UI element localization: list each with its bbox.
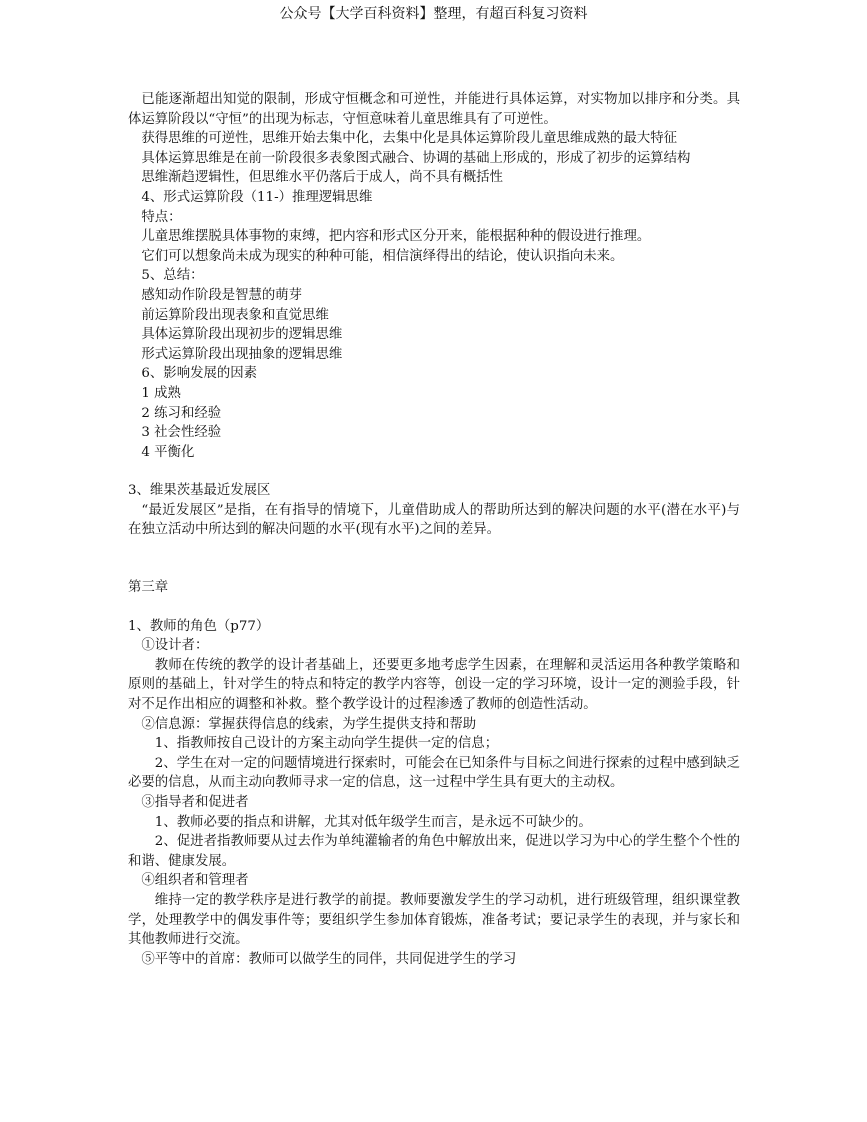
role-designer: ①设计者： <box>141 638 209 654</box>
paragraph-concrete-operations: 已能逐渐超出知觉的限制，形成守恒概念和可逆性，并能进行具体运算，对实物加以排序和分类。具体运算阶段以“守恒”的出现为标志，守恒意味着儿童思维具有了可逆性。 <box>128 92 740 127</box>
heading-formal-operations: 4、形式运算阶段（11-）推理逻辑思维 <box>141 189 373 205</box>
factor-item: 1 成熟 <box>141 385 181 401</box>
paragraph-info-2: 2、学生在对一定的问题情境进行探索时，可能会在已知条件与目标之间进行探索的过程中感到缺乏必要的信息，从而主动向教师寻求一定的信息，这一过程中学生具有更大的主动权。 <box>128 755 740 791</box>
summary-item: 感知动作阶段是智慧的萌芽 <box>141 287 303 303</box>
heading-zpd: 3、维果茨基最近发展区 <box>128 483 271 499</box>
paragraph-designer: 教师在传统的教学的设计者基础上，还要更多地考虑学生因素，在理解和灵活运用各种教学策略和原则的基础上，针对学生的特点和特定的教学内容等，创设一定的学习环境，设计一定的测验手段，针对不足作出相应的调整和补救。整个教学设计的过程渗透了教师的创造性活动。 <box>128 657 740 713</box>
paragraph-hypothesis-reasoning: 儿童思维摆脱具体事物的束缚，把内容和形式区分开来，能根据种种的假设进行推理。 <box>141 229 651 245</box>
heading-teacher-roles: 1、教师的角色（p77） <box>128 618 270 634</box>
paragraph-info-1: 1、指教师按自己设计的方案主动向学生提供一定的信息； <box>154 736 499 752</box>
role-organizer-manager: ④组织者和管理者 <box>141 873 249 889</box>
role-information-source: ②信息源：掌握获得信息的线索，为学生提供支持和帮助 <box>141 716 477 732</box>
spacer <box>128 462 740 481</box>
summary-item: 前运算阶段出现表象和直觉思维 <box>141 307 329 323</box>
paragraph-guide-2: 2、促进者指教师要从过去作为单纯灌输者的角色中解放出来，促进以学习为中心的学生整个个性的和谐、健康发展。 <box>128 834 740 869</box>
factor-item: 2 练习和经验 <box>141 405 222 421</box>
document-body <box>128 90 740 969</box>
summary-item: 形式运算阶段出现抽象的逻辑思维 <box>141 346 343 362</box>
paragraph-logic-trend: 思维渐趋逻辑性，但思维水平仍落后于成人，尚不具有概括性 <box>141 170 503 186</box>
heading-influencing-factors: 6、影响发展的因素 <box>141 366 258 382</box>
factor-item: 4 平衡化 <box>141 444 195 460</box>
paragraph-imagine-possibilities: 它们可以想象尚未成为现实的种种可能，相信演绎得出的结论，使认识指向未来。 <box>141 248 624 264</box>
page-header: 公众号【大学百科资料】整理，有超百科复习资料 <box>279 6 588 22</box>
paragraph-organizer: 维持一定的教学秩序是进行教学的前提。教师要激发学生的学习动机，进行班级管理，组织课堂教学，处理教学中的偶发事件等；要组织学生参加体育锻炼，准备考试；要记录学生的表现，并与家长和其他教师进行交流。 <box>128 892 740 948</box>
factor-item: 3 社会性经验 <box>141 425 222 441</box>
spacer <box>128 598 740 617</box>
paragraph-guide-1: 1、教师必要的指点和讲解，尤其对低年级学生而言，是永远不可缺少的。 <box>154 814 592 830</box>
heading-summary: 5、总结： <box>141 268 204 284</box>
role-first-among-equals: ⑤平等中的首席：教师可以做学生的同伴，共同促进学生的学习 <box>141 951 517 967</box>
paragraph-operational-structure: 具体运算思维是在前一阶段很多表象图式融合、协调的基础上形成的，形成了初步的运算结构 <box>141 150 691 166</box>
spacer <box>128 559 740 578</box>
paragraph-zpd-definition: “最近发展区”是指，在有指导的情境下，儿童借助成人的帮助所达到的解决问题的水平(潜在水平)与在独立活动中所达到的解决问题的水平(现有水平)之间的差异。 <box>128 502 740 538</box>
label-features: 特点： <box>141 209 182 225</box>
role-guide-facilitator: ③指导者和促进者 <box>141 795 249 810</box>
summary-item: 具体运算阶段出现初步的逻辑思维 <box>141 327 343 343</box>
chapter-title: 第三章 <box>128 580 169 596</box>
paragraph-reversibility: 获得思维的可逆性，思维开始去集中化，去集中化是具体运算阶段儿童思维成熟的最大特征 <box>141 131 678 147</box>
